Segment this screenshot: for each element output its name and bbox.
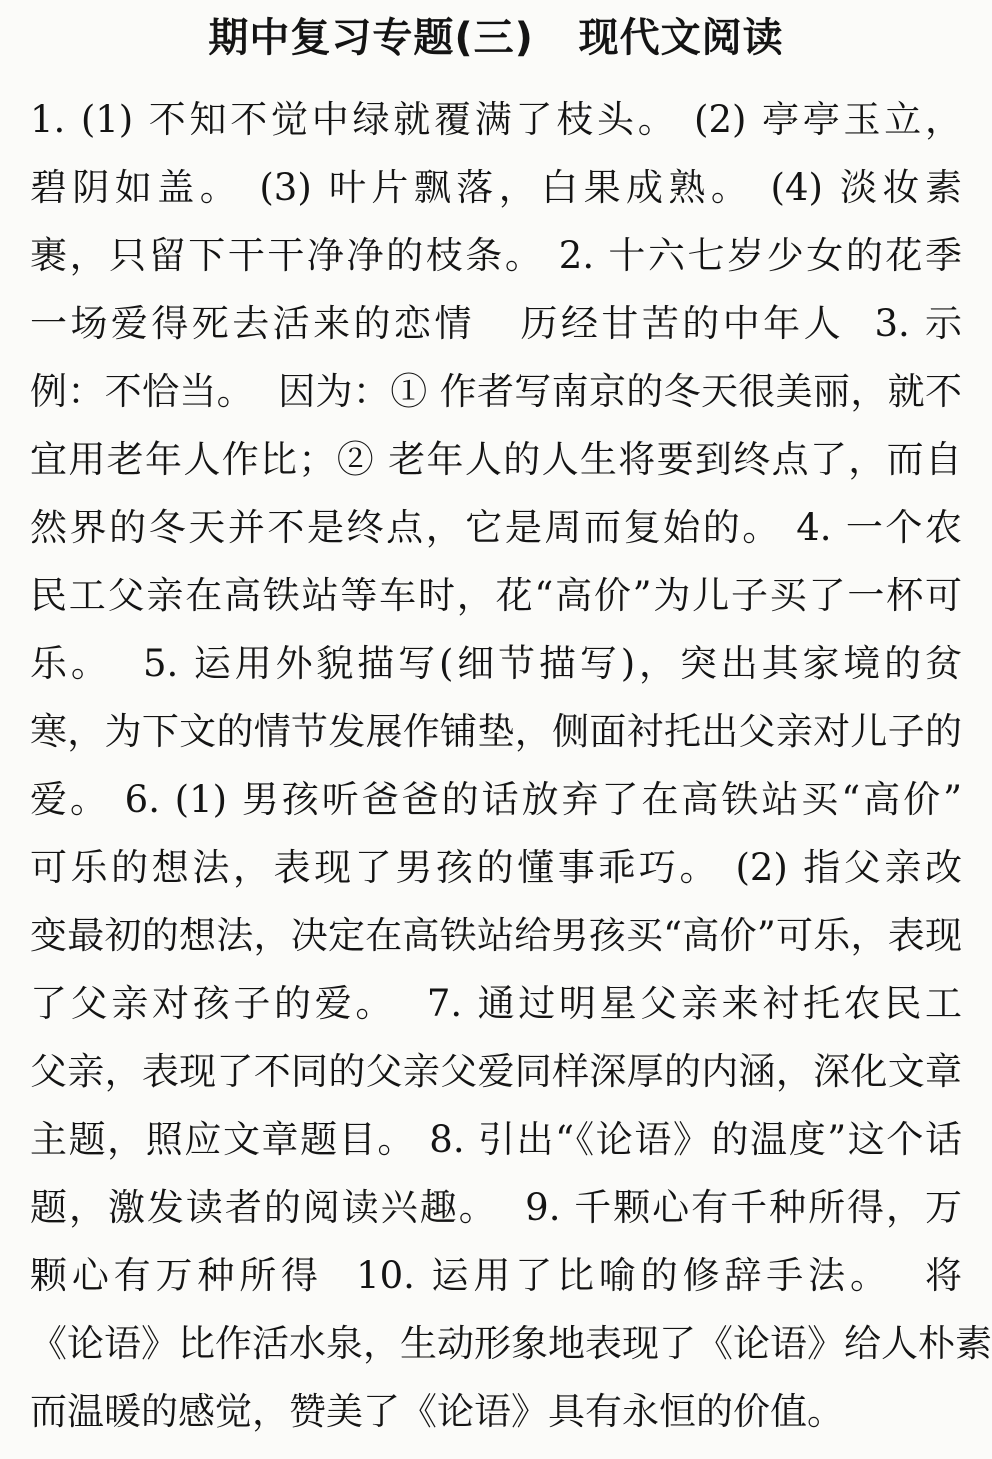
text-line: 裹，只留下干干净净的枝条。 2. 十六七岁少女的花季 [30, 234, 962, 277]
text-line: 而温暖的感觉，赞美了《论语》具有永恒的价值。 [30, 1390, 844, 1433]
text-line: 《论语》比作活水泉，生动形象地表现了《论语》给人朴素 [30, 1322, 992, 1365]
text-line: 题，激发读者的阅读兴趣。 9. 千颗心有千种所得，万 [30, 1186, 962, 1229]
text-line: 乐。 5. 运用外貌描写(细节描写)，突出其家境的贫 [30, 642, 962, 685]
answer-text [30, 86, 992, 1446]
text-line: 1. (1) 不知不觉中绿就覆满了枝头。 (2) 亭亭玉立， [30, 98, 962, 141]
text-line: 寒，为下文的情节发展作铺垫，侧面衬托出父亲对儿子的 [30, 710, 962, 753]
text-line: 碧阴如盖。 (3) 叶片飘落，白果成熟。 (4) 淡妆素 [30, 166, 962, 209]
text-line: 主题，照应文章题目。 8. 引出“《论语》的温度”这个话 [30, 1118, 962, 1161]
text-line: 可乐的想法，表现了男孩的懂事乖巧。 (2) 指父亲改 [30, 846, 962, 889]
text-line: 一场爱得死去活来的恋情 历经甘苦的中年人 3. 示 [30, 302, 962, 345]
text-line: 例：不恰当。 因为：① 作者写南京的冬天很美丽，就不 [30, 370, 962, 413]
page-title: 期中复习专题(三) 现代文阅读 [208, 15, 784, 61]
text-line: 然界的冬天并不是终点，它是周而复始的。 4. 一个农 [30, 506, 962, 549]
text-line: 变最初的想法，决定在高铁站给男孩买“高价”可乐，表现 [30, 914, 962, 957]
text-line: 爱。 6. (1) 男孩听爸爸的话放弃了在高铁站买“高价” [30, 778, 962, 821]
text-line: 了父亲对孩子的爱。 7. 通过明星父亲来衬托农民工 [30, 982, 962, 1025]
text-line: 颗心有万种所得 10. 运用了比喻的修辞手法。 将 [30, 1254, 962, 1297]
text-line: 民工父亲在高铁站等车时，花“高价”为儿子买了一杯可 [30, 574, 962, 617]
text-line: 宜用老年人作比；② 老年人的人生将要到终点了，而自 [30, 438, 962, 481]
text-line: 父亲，表现了不同的父亲父爱同样深厚的内涵，深化文章 [30, 1050, 962, 1093]
